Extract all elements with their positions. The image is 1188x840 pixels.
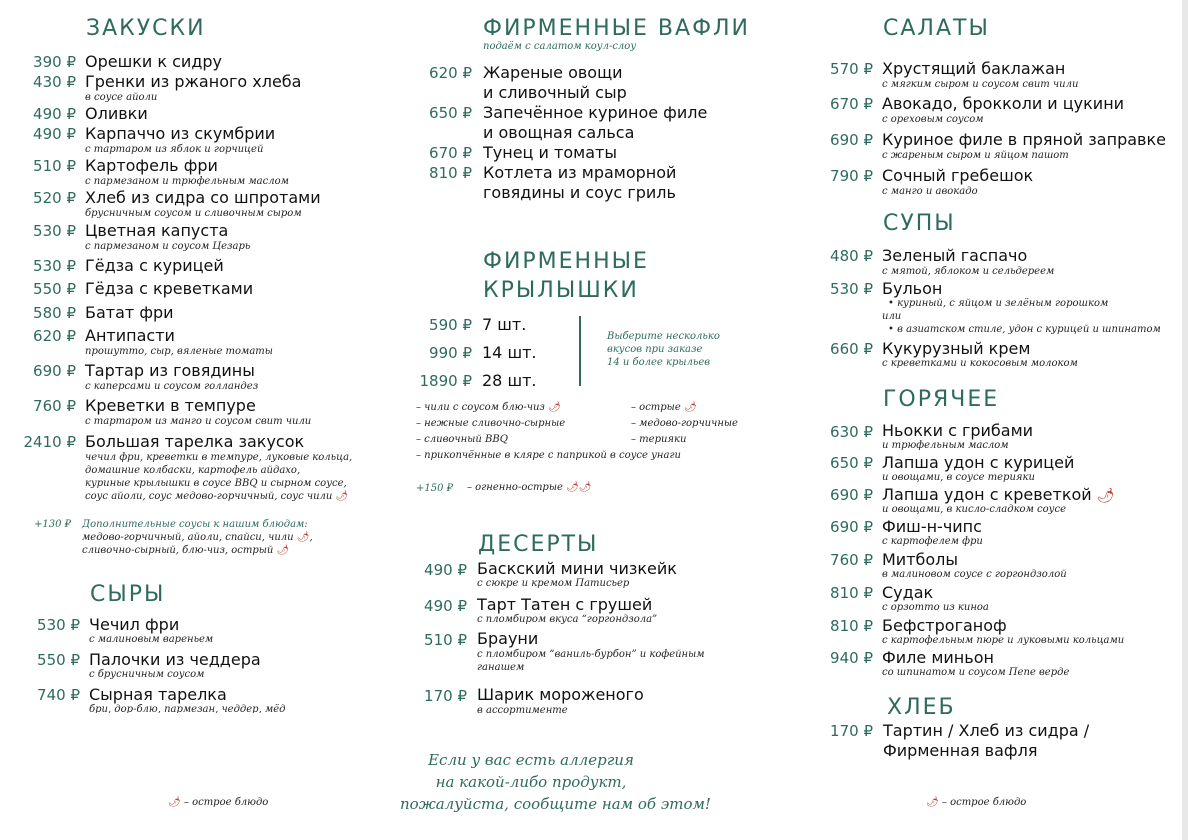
item-price: 940 ₽ [830, 649, 873, 667]
item-desc: с пломбиром “ваниль-бурбон” и кофейным [477, 649, 705, 660]
item-name: Антипасти [85, 326, 175, 345]
item-price: 690 ₽ [830, 131, 873, 149]
item-desc: с каперсами и соусом голландез [85, 381, 259, 392]
item-name: Шарик мороженого [477, 685, 644, 704]
item-name-text: Лапша удон с креветкой [882, 485, 1092, 504]
item-desc: с картофельным пюре и луковыми кольцами [882, 635, 1125, 646]
item-name: Оливки [85, 104, 148, 123]
item-price: 170 ₽ [830, 722, 873, 740]
item-name: Тартин / Хлеб из сидра / [883, 721, 1090, 740]
item-desc: с пармезаном и соусом Цезарь [85, 241, 251, 252]
item-desc: с картофелем фри [882, 536, 983, 547]
item-desc: и овощами, в кисло-сладком соусе [882, 504, 1066, 515]
item-name: Лапша удон с курицей [882, 453, 1075, 472]
item-price: 390 ₽ [33, 53, 76, 71]
item-name: Гёдза с курицей [85, 256, 224, 275]
allergy-line: на какой-либо продукт, [435, 773, 627, 791]
item-price: 520 ₽ [33, 189, 76, 207]
item-price: 590 ₽ [429, 316, 472, 334]
chili-pepper-icon: 🌶🌶 [566, 482, 592, 493]
item-desc: с пломбиром вкуса “горгондзола” [477, 614, 658, 625]
item-name: Карпаччо из скумбрии [85, 124, 276, 143]
section-title-vafli: ФИРМЕННЫЕ ВАФЛИ [483, 16, 751, 41]
sauces-line [82, 544, 289, 557]
chili-pepper-icon: 🌶 [548, 402, 561, 413]
flavor-item [631, 401, 697, 414]
item-name: Баскский мини чизкейк [477, 559, 677, 578]
extra-price: +150 ₽ [416, 483, 454, 494]
item-price: 530 ₽ [37, 616, 80, 634]
sauces-price: +130 ₽ [34, 519, 72, 530]
wings-note: Выберите несколько [607, 331, 720, 342]
item-name: Тартар из говядины [85, 361, 255, 380]
item-name: Бульон [882, 279, 943, 298]
item-desc: со шпинатом и соусом Пепе верде [882, 667, 1070, 678]
item-name: Чечил фри [89, 615, 180, 634]
item-price: 570 ₽ [830, 60, 873, 78]
item-desc: ганашем [477, 662, 525, 673]
item-price: 490 ₽ [33, 105, 76, 123]
sauces-title: Дополнительные соусы к нашим блюдам: [82, 519, 308, 530]
item-name: Брауни [477, 629, 539, 648]
item-desc: с орзотто из киноа [882, 602, 989, 613]
item-price: 650 ₽ [830, 454, 873, 472]
item-name: Куриное филе в пряной заправке [882, 130, 1166, 149]
spicy-legend [168, 797, 268, 808]
item-desc: с ореховым соусом [882, 114, 984, 125]
item-name: Палочки из чеддера [89, 650, 261, 669]
item-desc: с жареным сыром и яйцом пашот [882, 150, 1069, 161]
item-price: 630 ₽ [830, 423, 873, 441]
item-price: 810 ₽ [830, 617, 873, 635]
section-title-krylyshki: ФИРМЕННЫЕ [483, 249, 649, 274]
item-price: 490 ₽ [424, 597, 467, 615]
item-desc: и овощами, в соусе терияки [882, 472, 1035, 483]
flavor-item [467, 481, 591, 494]
item-name: Жареные овощи [483, 63, 623, 82]
item-price: 2410 ₽ [23, 433, 76, 451]
item-name: Тарт Татен с грушей [477, 595, 653, 614]
item-desc: с мятой, яблоком и сельдереем [882, 266, 1055, 277]
flavor-item: – нежные сливочно-сырные [416, 418, 566, 429]
spicy-legend [926, 797, 1026, 808]
section-title-deserty: ДЕСЕРТЫ [478, 532, 599, 557]
item-name: Авокадо, брокколи и цукини [882, 94, 1125, 113]
item-desc: бри, дор-блю, пармезан, чеддер, мёд [89, 704, 286, 713]
legend-text: – острое блюдо [183, 797, 269, 808]
item-desc: и трюфельным маслом [882, 440, 1009, 451]
item-price: 650 ₽ [429, 104, 472, 122]
item-name: Креветки в темпуре [85, 396, 256, 415]
sauces-line: медово-горчичный, айоли, спайси, чили 🌶, [82, 532, 313, 543]
item-name: Митболы [882, 550, 959, 569]
item-name: Гренки из ржаного хлеба [85, 72, 302, 91]
item-price: 810 ₽ [830, 584, 873, 602]
section-title-goryachee: ГОРЯЧЕЕ [883, 387, 1000, 412]
item-qty: 14 шт. [482, 343, 537, 362]
chili-pepper-icon: 🌶 [276, 545, 290, 556]
item-price: 170 ₽ [424, 687, 467, 705]
item-name-line2: и овощная сальса [483, 123, 635, 142]
item-price: 580 ₽ [33, 304, 76, 322]
flavor-item: – сливочный BBQ [416, 434, 508, 445]
item-desc: в соусе айоли [85, 92, 158, 103]
sauces-line-text: сливочно-сырный, блю-чиз, острый [82, 545, 274, 556]
item-price: 670 ₽ [830, 95, 873, 113]
item-desc: с сюкре и кремом Патисьер [477, 578, 630, 589]
wings-note: 14 и более крыльев [607, 357, 711, 368]
item-name: Фиш-н-чипс [882, 517, 982, 536]
item-name: Большая тарелка закусок [85, 432, 305, 451]
flavor-text: – острые [631, 402, 681, 413]
chili-pepper-icon: 🌶 [926, 797, 939, 808]
item-desc: с пармезаном и трюфельным маслом [85, 176, 289, 187]
item-price: 530 ₽ [830, 280, 873, 298]
divider [579, 316, 581, 386]
item-name: Цветная капуста [85, 221, 229, 240]
section-title-syry: СЫРЫ [90, 582, 166, 607]
item-name: Хрустящий баклажан [882, 59, 1066, 78]
item-desc: с мягким сыром и соусом свит чили [882, 79, 1079, 90]
wings-note: вкусов при заказе [607, 344, 703, 355]
item-name: Сочный гребешок [882, 166, 1034, 185]
section-title-krylyshki-line2: КРЫЛЫШКИ [483, 278, 639, 303]
item-desc: в ассортименте [477, 705, 568, 715]
section-subtitle: подаём с салатом коул-слоу [483, 41, 637, 52]
item-name [882, 485, 1115, 506]
item-desc [85, 491, 348, 503]
item-desc: с манго и авокадо [882, 186, 978, 197]
item-name: Батат фри [85, 303, 174, 322]
item-name: Хлеб из сидра со шпротами [85, 188, 321, 207]
chili-pepper-icon: 🌶 [683, 402, 697, 413]
item-desc: куриные крылышки в соусе BBQ и сырном соусе, [85, 478, 347, 489]
item-name: Тунец и томаты [483, 143, 617, 162]
item-price: 1890 ₽ [419, 372, 472, 390]
section-title-hleb: ХЛЕБ [887, 695, 956, 720]
item-qty: 28 шт. [482, 371, 537, 390]
item-name: Филе миньон [882, 648, 994, 667]
item-name: Судак [882, 583, 934, 602]
item-name: Сырная тарелка [89, 685, 227, 704]
flavor-text: – огненно-острые [467, 482, 563, 493]
item-or: или [882, 311, 902, 322]
item-name-line2: Фирменная вафля [883, 741, 1038, 760]
flavor-text: – чили с соусом блю-чиз [416, 402, 545, 413]
flavor-item: – медово-горчичные [631, 418, 738, 429]
chili-pepper-icon: 🌶 [1096, 488, 1115, 504]
item-desc: с брусничным соусом [89, 669, 205, 680]
section-title-zakuski: ЗАКУСКИ [86, 16, 206, 41]
flavor-item [416, 401, 561, 414]
item-price: 670 ₽ [429, 144, 472, 162]
item-desc: домашние колбаски, картофель айдахо, [85, 465, 301, 476]
item-option: • куриный, с яйцом и зелёным горошком [888, 298, 1109, 309]
item-price: 620 ₽ [429, 64, 472, 82]
chili-pepper-icon: 🌶 [168, 797, 181, 808]
item-price: 550 ₽ [33, 280, 76, 298]
item-price: 760 ₽ [33, 397, 76, 415]
item-price: 510 ₽ [33, 157, 76, 175]
item-name: Зеленый гаспачо [882, 246, 1028, 265]
item-price: 740 ₽ [37, 686, 80, 704]
item-price: 480 ₽ [830, 247, 873, 265]
item-name: Картофель фри [85, 156, 218, 175]
item-price: 430 ₽ [33, 73, 76, 91]
allergy-line: пожалуйста, сообщите нам об этом! [400, 795, 711, 813]
item-desc: брусничным соусом и сливочным сыром [85, 208, 302, 219]
item-name: Кукурузный крем [882, 339, 1031, 358]
item-price: 490 ₽ [33, 125, 76, 143]
chili-pepper-icon: 🌶 [296, 532, 310, 543]
item-name: Орешки к сидру [85, 52, 223, 71]
item-desc: с креветками и кокосовым молоком [882, 358, 1078, 369]
item-qty: 7 шт. [482, 315, 527, 334]
item-price: 530 ₽ [33, 257, 76, 275]
item-name: Ньокки с грибами [882, 421, 1034, 440]
item-price: 790 ₽ [830, 167, 873, 185]
item-desc: с тартаром из манго и соусом свит чили [85, 416, 312, 427]
item-price: 760 ₽ [830, 551, 873, 569]
page-edge [1182, 0, 1188, 840]
item-price: 510 ₽ [424, 631, 467, 649]
item-name: Бефстроганоф [882, 616, 1007, 635]
section-title-salaty: САЛАТЫ [883, 16, 990, 41]
item-price: 690 ₽ [33, 362, 76, 380]
item-price: 690 ₽ [830, 486, 873, 504]
item-desc: прошутто, сыр, вяленые томаты [85, 346, 273, 357]
item-desc: в малиновом соусе с горгондзолой [882, 569, 1067, 580]
flavor-item: – прикопчённые в кляре с паприкой в соусе унаги [416, 450, 681, 461]
flavor-item: – терияки [631, 434, 687, 445]
item-price: 530 ₽ [33, 222, 76, 240]
item-price: 810 ₽ [429, 164, 472, 182]
item-name: Котлета из мраморной [483, 163, 677, 182]
item-desc-text: соус айоли, соус медово-горчичный, соус чили [85, 491, 333, 502]
item-name: Гёдза с креветками [85, 279, 254, 298]
item-desc: чечил фри, креветки в темпуре, луковые кольца, [85, 452, 353, 463]
item-name-line2: и сливочный сыр [483, 83, 627, 102]
chili-pepper-icon: 🌶 [335, 491, 349, 502]
item-name-line2: говядины и соус гриль [483, 183, 676, 202]
item-name: Запечённое куриное филе [483, 103, 708, 122]
sauces-line-text: медово-горчичный, айоли, спайси, чили [82, 532, 294, 543]
item-price: 620 ₽ [33, 327, 76, 345]
item-price: 490 ₽ [424, 561, 467, 579]
item-desc: с малиновым вареньем [89, 634, 214, 645]
item-desc: с тартаром из яблок и горчицей [85, 144, 264, 155]
section-title-supy: СУПЫ [883, 211, 956, 236]
legend-text: – острое блюдо [941, 797, 1027, 808]
item-option: • в азиатском стиле, удон с курицей и шпинатом [888, 324, 1161, 335]
item-price: 990 ₽ [429, 344, 472, 362]
allergy-line: Если у вас есть аллергия [428, 751, 634, 769]
item-price: 690 ₽ [830, 518, 873, 536]
item-price: 660 ₽ [830, 340, 873, 358]
item-price: 550 ₽ [37, 651, 80, 669]
